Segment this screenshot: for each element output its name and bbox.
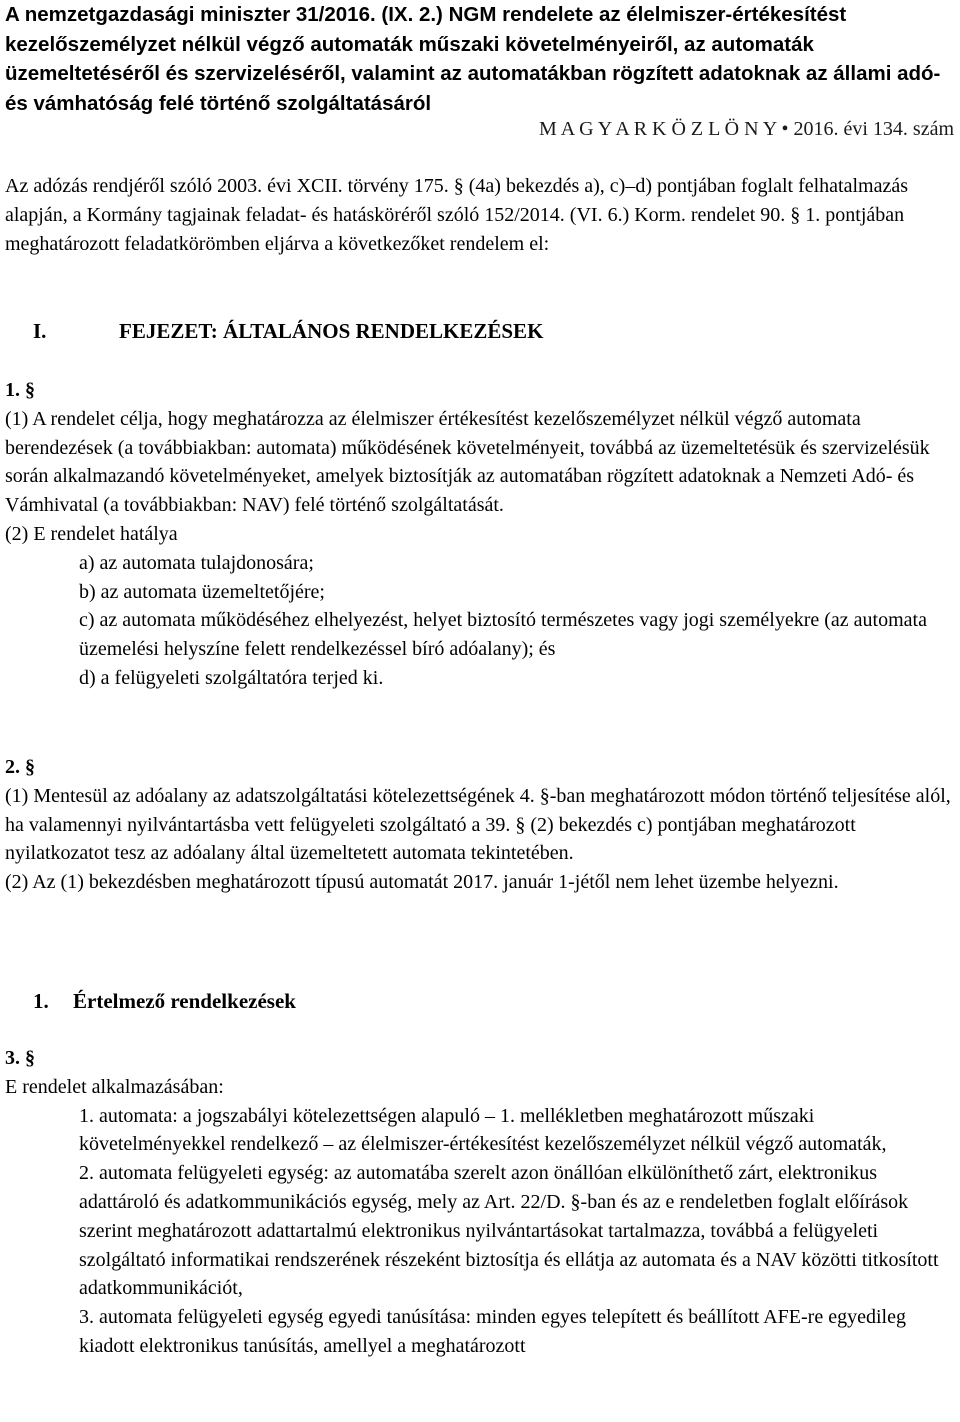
section-2 — [5, 753, 953, 897]
subchapter-heading — [33, 987, 296, 1015]
scope-item: a) az automata tulajdonosára; — [79, 551, 314, 574]
scope-item: c) az automata működéséhez elhelyezést, helyet biztosító természetes vagy jogi személyekre (az automata üzemelési helyszíne felett rendelkezéssel bíró adóalany); és — [79, 609, 927, 661]
section-3-intro: E rendelet alkalmazásában: — [5, 1075, 224, 1098]
definition-item: 1. automata: a jogszabályi kötelezettségen alapuló – 1. mellékletben meghatározott műszaki követelményekkel rendelkező – az élelmiszer-értékesítést kezelőszemélyzet nélkül végző automaták, — [79, 1104, 887, 1156]
section-2-paragraph-1: (1) Mentesül az adóalany az adatszolgáltatási kötelezettségének 4. §-ban meghatározott módon történő teljesítése alól, ha valamennyi nyilvántartásba vett felügyeleti szolgáltató a 39. § (2) bekezdés c) pontjában meghatározott nyilatkozatot tesz az adóalany által üzemeltetett automata tekintetében. — [5, 784, 951, 865]
chapter-title: FEJEZET: ÁLTALÁNOS RENDELKEZÉSEK — [119, 319, 544, 343]
definition-item: 2. automata felügyeleti egység: az automatába szerelt azon önállóan elkülöníthető zárt, elektronikus adattároló és adatkommunikációs egység, mely az Art. 22/D. §-ban és az e rendeletben foglalt előírások szerint meghatározott adattartalmú elektronikus nyilvántartásokat tartalmazza, továbbá a felügyeleti szolgáltató informatikai rendszerének részeként biztosítja és ellátja az automata és a NAV közötti titkosított adatkommunikációt, — [79, 1162, 939, 1300]
chapter-heading — [33, 317, 543, 345]
section-1-paragraph-2: (2) E rendelet hatálya — [5, 522, 178, 545]
gazette-source: M A G Y A R K Ö Z L Ö N Y • 2016. évi 134. szám — [539, 118, 954, 140]
section-3 — [5, 1044, 953, 1361]
scope-item: d) a felügyeleti szolgáltatóra terjed ki. — [79, 666, 384, 689]
document-title: A nemzetgazdasági miniszter 31/2016. (IX. 2.) NGM rendelete az élelmiszer-értékesítést kezelőszemélyzet nélkül végző automaták műszaki követelményeiről, az automaták üzemeltetéséről és szervizeléséről, valamint az automatákban rögzített adatoknak az állami adó- és vámhatóság felé történő szolgáltatásáról — [5, 3, 941, 115]
scope-item: b) az automata üzemeltetőjére; — [79, 580, 325, 603]
section-1-paragraph-1: (1) A rendelet célja, hogy meghatározza az élelmiszer értékesítést kezelőszemélyzet nélkül végző automata berendezések (a továbbiakban: automata) működésének követelményeit, továbbá az üzemeltetésük és szervizelésük során alkalmazandó követelményeket, amelyek biztosítják az automatában rögzített adatoknak a Nemzeti Adó- és Vámhivatal (a továbbiakban: NAV) felé történő szolgáltatását. — [5, 407, 930, 517]
subchapter-number: 1. — [33, 989, 49, 1013]
section-3-label: 3. § — [5, 1047, 35, 1069]
section-2-paragraph-2: (2) Az (1) bekezdésben meghatározott típusú automatát 2017. január 1-jétől nem lehet üzembe helyezni. — [5, 871, 839, 894]
subchapter-title: Értelmező rendelkezések — [73, 989, 296, 1013]
section-2-label: 2. § — [5, 756, 35, 778]
section-1-label: 1. § — [5, 379, 35, 401]
preamble: Az adózás rendjéről szóló 2003. évi XCII. törvény 175. § (4a) bekezdés a), c)–d) pontjában foglalt felhatalmazás alapján, a Kormány tagjainak feladat- és hatásköréről szóló 152/2014. (VI. 6.) Korm. rendelet 90. § 1. pontjában meghatározott feladatkörömben eljárva a következőket rendelem el: — [5, 175, 908, 255]
definition-item: 3. automata felügyeleti egység egyedi tanúsítása: minden egyes telepített és beállított AFE-re egyedileg kiadott elektronikus tanúsítás, amellyel a meghatározott — [79, 1306, 906, 1357]
chapter-number: I. — [33, 319, 47, 343]
section-1 — [5, 376, 953, 693]
